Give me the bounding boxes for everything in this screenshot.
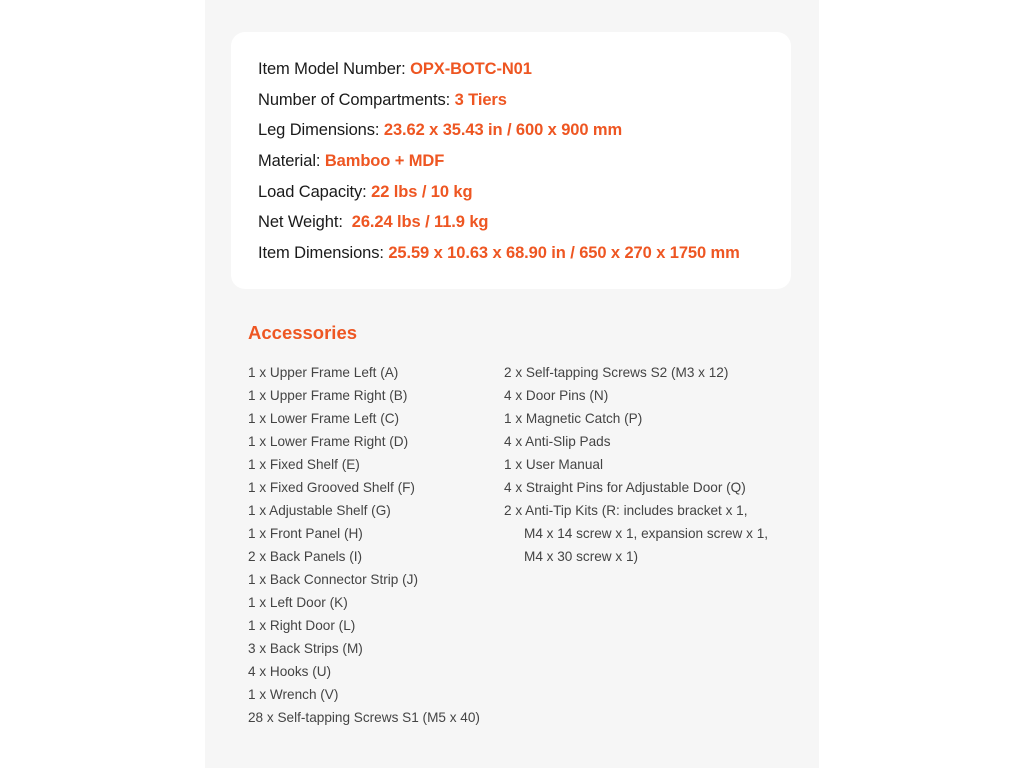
spec-model-number xyxy=(258,54,740,85)
anti-tip-line: M4 x 14 screw x 1, expansion screw x 1, xyxy=(524,526,769,541)
spec-label: Leg Dimensions: xyxy=(258,121,384,140)
spec-label: Item Model Number: xyxy=(258,60,411,78)
accessory-item: 3 x Back Strips (M) xyxy=(248,641,363,656)
spec-label: Load Capacity: xyxy=(258,182,372,201)
spec-value: 22 lbs / 10 kg xyxy=(371,182,473,201)
accessory-item-anti-tip-kits xyxy=(504,499,768,568)
accessory-item: 1 x Left Door (K) xyxy=(248,595,348,610)
spec-compartments xyxy=(258,85,740,116)
anti-tip-line: M4 x 30 screw x 1) xyxy=(524,549,639,564)
spec-label: Material: xyxy=(258,152,325,171)
spec-value: 23.62 x 35.43 in / 600 x 900 mm xyxy=(383,121,623,140)
spec-value: 26.24 lbs / 11.9 kg xyxy=(351,213,489,232)
accessory-item: 1 x Fixed Grooved Shelf (F) xyxy=(248,480,415,495)
spec-material xyxy=(258,146,740,177)
spec-value: Bamboo + MDF xyxy=(324,152,445,171)
accessories-list-right xyxy=(504,361,768,568)
accessory-item: 1 x Magnetic Catch (P) xyxy=(504,411,643,426)
spec-net-weight xyxy=(258,207,740,238)
accessory-item: 1 x Fixed Shelf (E) xyxy=(248,457,360,472)
spec-value: 3 Tiers xyxy=(454,90,507,109)
spec-label: Net Weight: xyxy=(258,213,352,232)
specifications-list xyxy=(258,54,740,269)
spec-label: Number of Compartments: xyxy=(258,90,455,109)
accessory-item: 4 x Door Pins (N) xyxy=(504,388,609,403)
accessory-item: 1 x Adjustable Shelf (G) xyxy=(248,503,391,518)
spec-label: Item Dimensions: xyxy=(258,244,389,263)
accessory-item: 1 x Front Panel (H) xyxy=(248,526,363,541)
accessory-item: 1 x Right Door (L) xyxy=(248,618,356,633)
spec-load-capacity xyxy=(258,177,740,208)
accessory-item: 4 x Hooks (U) xyxy=(248,664,332,679)
spec-value: OPX-BOTC-N01 xyxy=(410,60,532,78)
accessory-item: 1 x Wrench (V) xyxy=(248,687,339,702)
accessory-item: 4 x Straight Pins for Adjustable Door (Q) xyxy=(504,480,746,495)
accessory-item: 28 x Self-tapping Screws S1 (M5 x 40) xyxy=(248,710,480,725)
accessory-item: 4 x Anti-Slip Pads xyxy=(504,434,611,449)
accessories-heading: Accessories xyxy=(248,322,358,343)
accessory-item: 1 x Back Connector Strip (J) xyxy=(248,572,418,587)
accessory-item: 1 x Upper Frame Left (A) xyxy=(248,365,399,380)
accessory-item: 1 x Lower Frame Right (D) xyxy=(248,434,409,449)
accessories-list-left xyxy=(248,361,480,729)
spec-value: 25.59 x 10.63 x 68.90 in / 650 x 270 x 1750 mm xyxy=(388,244,740,263)
accessory-item: 2 x Back Panels (I) xyxy=(248,549,363,564)
anti-tip-line: 2 x Anti-Tip Kits (R: includes bracket x 1, xyxy=(504,503,748,518)
accessory-item: 1 x Upper Frame Right (B) xyxy=(248,388,408,403)
spec-item-dimensions xyxy=(258,238,740,269)
spec-leg-dimensions xyxy=(258,115,740,146)
accessory-item: 2 x Self-tapping Screws S2 (M3 x 12) xyxy=(504,365,729,380)
specifications-card xyxy=(231,32,791,289)
accessory-item: 1 x Lower Frame Left (C) xyxy=(248,411,400,426)
accessory-item: 1 x User Manual xyxy=(504,457,603,472)
product-page xyxy=(205,0,819,768)
